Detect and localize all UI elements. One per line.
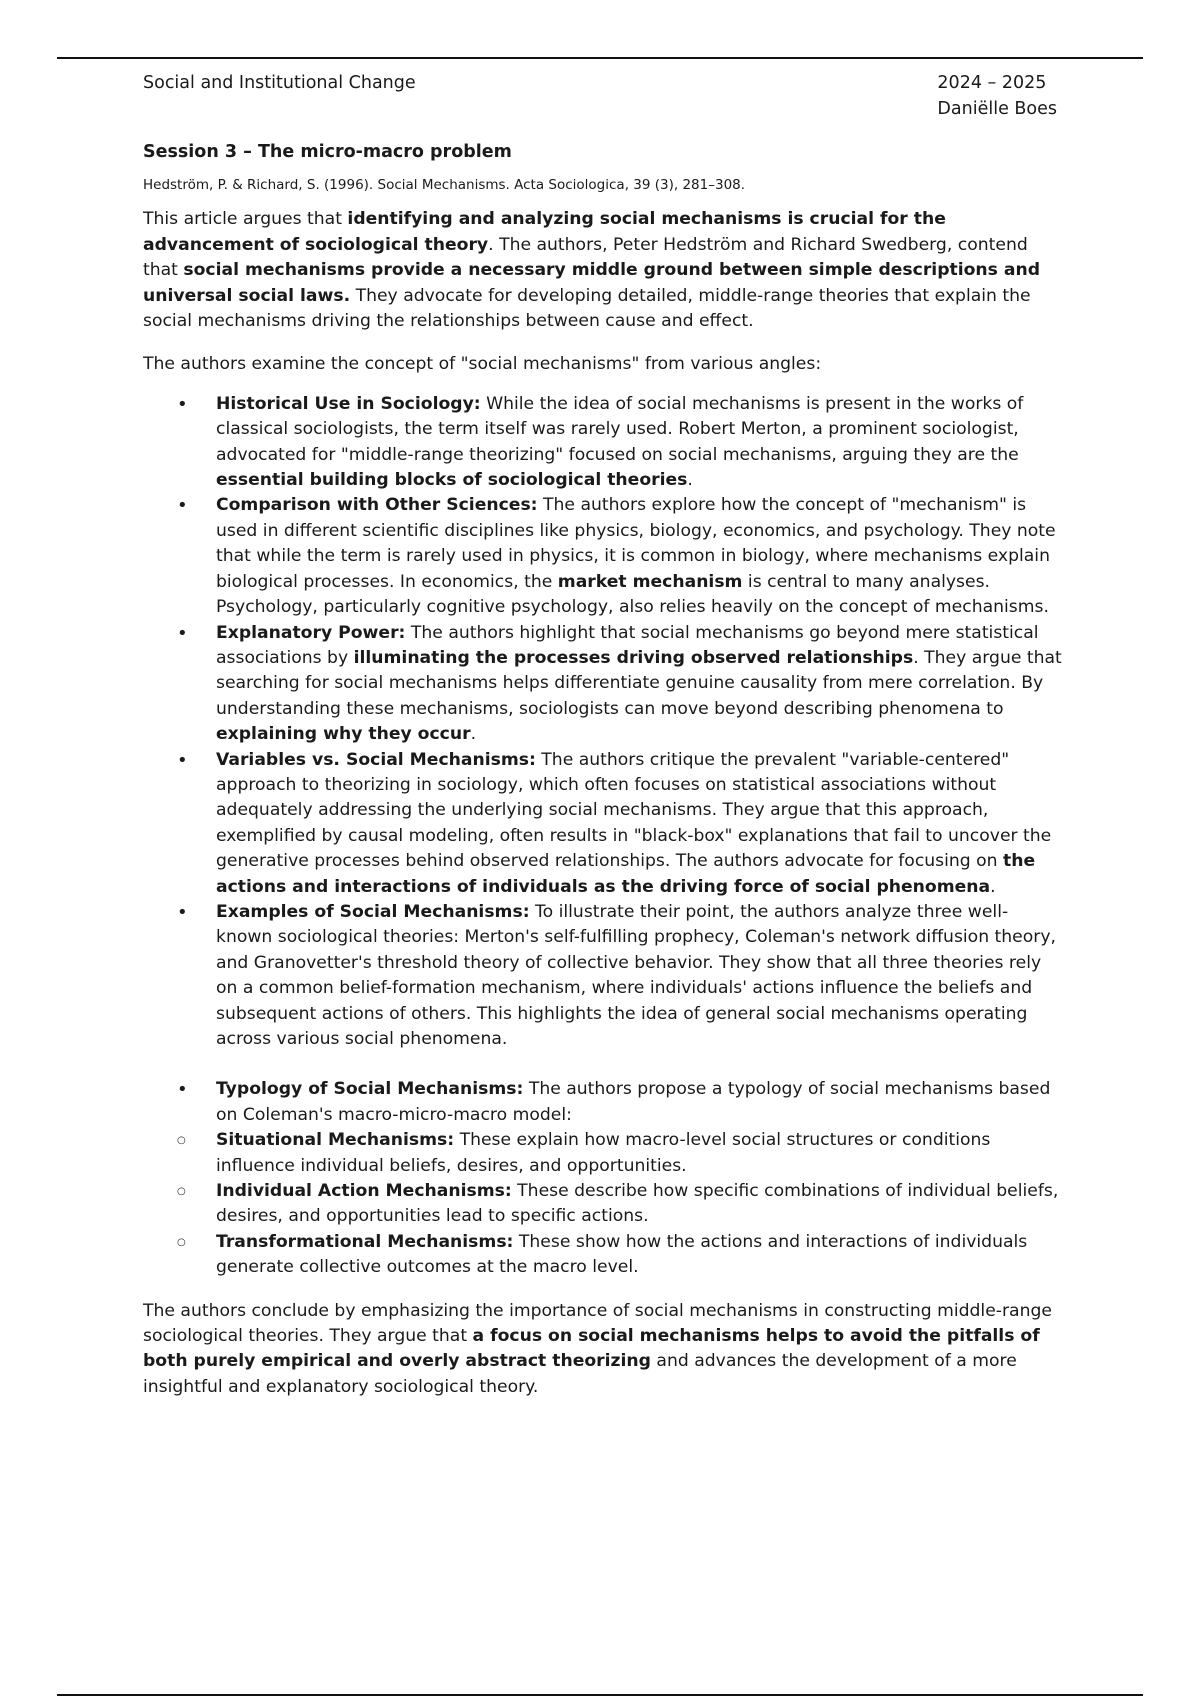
author-name: Daniëlle Boes bbox=[937, 99, 1057, 119]
item-text: The authors propose a typology of social mechanisms based on Coleman's macro-micro-macro model: bbox=[216, 1079, 1051, 1125]
document-body bbox=[143, 140, 1063, 1418]
item-text: These describe how specific combinations of individual beliefs, desires, and opportunities lead to specific actions. bbox=[216, 1181, 1059, 1227]
item-text: These show how the actions and interactions of individuals generate collective outcomes at the macro level. bbox=[216, 1231, 1028, 1278]
session-title: Session 3 – The micro-macro problem bbox=[143, 142, 512, 162]
list-item bbox=[143, 1077, 1063, 1128]
item-text: The authors highlight that social mechanisms go beyond mere statistical associations by bbox=[216, 622, 1039, 668]
item-label: Examples of Social Mechanisms: bbox=[216, 901, 530, 922]
item-text: To illustrate their point, the authors analyze three well-known sociological theories: Merton's self-fulfilling prophecy, Coleman's network diffusion theory, and Granovetter's threshold theory of collective behavior. They show that all three theories rely on a common belief-formation mechanism, where individuals' actions influence the beliefs and subsequent actions of others. This highlights the idea of general social mechanisms operating across various social phenomena. bbox=[216, 901, 1056, 1049]
item-label: Situational Mechanisms: bbox=[216, 1130, 455, 1151]
list-item bbox=[143, 748, 1063, 900]
angles-list bbox=[143, 392, 1063, 1053]
circle-bullet-icon bbox=[177, 1179, 186, 1206]
academic-year: 2024 – 2025 bbox=[937, 73, 1047, 93]
angles-lead: The authors examine the concept of "social mechanisms" from various angles: bbox=[143, 354, 822, 375]
list-item bbox=[143, 621, 1063, 748]
item-label: Explanatory Power: bbox=[216, 622, 406, 643]
circle-bullet-icon bbox=[177, 1128, 186, 1155]
intro-paragraph bbox=[143, 207, 1063, 334]
item-text: . bbox=[990, 876, 996, 897]
item-label: Transformational Mechanisms: bbox=[216, 1231, 514, 1252]
citation: Hedström, P. & Richard, S. (1996). Social Mechanisms. Acta Sociologica, 39 (3), 281–308. bbox=[143, 177, 746, 194]
list-item bbox=[143, 1230, 1063, 1281]
item-label: Variables vs. Social Mechanisms: bbox=[216, 749, 536, 770]
list-item bbox=[143, 1128, 1063, 1179]
circle-bullet-icon bbox=[177, 1230, 186, 1257]
item-label: Individual Action Mechanisms: bbox=[216, 1181, 512, 1202]
conclusion-paragraph bbox=[143, 1299, 1063, 1401]
bullet-icon bbox=[177, 900, 188, 926]
bullet-icon bbox=[177, 493, 188, 519]
bullet-icon bbox=[177, 1077, 188, 1103]
bullet-icon bbox=[177, 748, 188, 774]
conclusion-text-2: and advances the development of a more insightful and explanatory sociological theory. bbox=[143, 1351, 1017, 1397]
footer-rule bbox=[57, 1694, 1143, 1696]
list-item bbox=[143, 493, 1063, 620]
intro-text-3: They advocate for developing detailed, middle-range theories that explain the social mechanisms driving the relationships between cause and effect. bbox=[143, 285, 1031, 332]
item-text: . bbox=[687, 470, 693, 491]
item-label: Historical Use in Sociology: bbox=[216, 393, 481, 414]
course-title: Social and Institutional Change bbox=[143, 73, 416, 93]
list-gap bbox=[143, 1052, 1063, 1077]
item-bold: essential building blocks of sociological theories bbox=[216, 470, 688, 491]
intro-bold-1: identifying and analyzing social mechanisms is crucial for the advancement of sociological theory bbox=[143, 209, 946, 255]
bullet-icon bbox=[177, 621, 188, 647]
typology-list bbox=[143, 1077, 1063, 1280]
bullet-icon bbox=[177, 392, 188, 418]
item-label: Comparison with Other Sciences: bbox=[216, 495, 538, 516]
item-text: While the idea of social mechanisms is present in the works of classical sociologists, the term itself was rarely used. Robert Merton, a prominent sociologist, advocated for "middle-range theorizing" focused on social mechanisms, arguing they are the bbox=[216, 393, 1024, 465]
header-meta bbox=[937, 70, 1057, 122]
item-text: . bbox=[470, 724, 477, 745]
conclusion-bold-1: a focus on social mechanisms helps to avoid the pitfalls of both purely empirical and overly abstract theorizing bbox=[143, 1326, 1040, 1372]
item-bold: illuminating the processes driving observed relationships bbox=[353, 647, 914, 668]
item-text: is central to many analyses. Psychology, particularly cognitive psychology, also relies heavily on the concept of mechanisms. bbox=[216, 571, 1049, 618]
item-bold: the actions and interactions of individuals as the driving force of social phenomena bbox=[216, 851, 1036, 897]
list-gap bbox=[143, 1281, 1063, 1299]
intro-text-1: This article argues that bbox=[143, 209, 348, 230]
list-item bbox=[143, 1179, 1063, 1230]
conclusion-text-1: The authors conclude by emphasizing the importance of social mechanisms in constructing middle-range sociological theories. They argue that bbox=[143, 1300, 1052, 1347]
item-bold: market mechanism bbox=[557, 571, 743, 592]
item-text: These explain how macro-level social structures or conditions influence individual beliefs, desires, and opportunities. bbox=[216, 1130, 991, 1176]
item-text: . They argue that searching for social mechanisms helps differentiate genuine causality from mere correlation. By understanding these mechanisms, sociologists can move beyond describing phenomena to bbox=[216, 647, 1062, 719]
item-text: The authors critique the prevalent "variable-centered" approach to theorizing in sociology, which often focuses on statistical associations without adequately addressing the underlying social mechanisms. They argue that this approach, exemplified by causal modeling, often results in "black-box" explanations that fail to uncover the generative processes behind observed relationships. The authors advocate for focusing on bbox=[216, 749, 1052, 872]
item-text: The authors explore how the concept of "mechanism" is used in different scientific disciplines like physics, biology, economics, and psychology. They note that while the term is rarely used in physics, it is common in biology, where mechanisms explain biological processes. In economics, the bbox=[216, 495, 1056, 592]
item-label: Typology of Social Mechanisms: bbox=[216, 1079, 524, 1100]
list-item bbox=[143, 392, 1063, 494]
intro-text-2: . The authors, Peter Hedström and Richard Swedberg, contend that bbox=[143, 234, 1028, 281]
header-rule bbox=[57, 57, 1143, 59]
item-bold: explaining why they occur bbox=[216, 724, 471, 745]
intro-bold-2: social mechanisms provide a necessary middle ground between simple descriptions and universal social laws. bbox=[143, 260, 1040, 306]
list-item bbox=[143, 900, 1063, 1052]
